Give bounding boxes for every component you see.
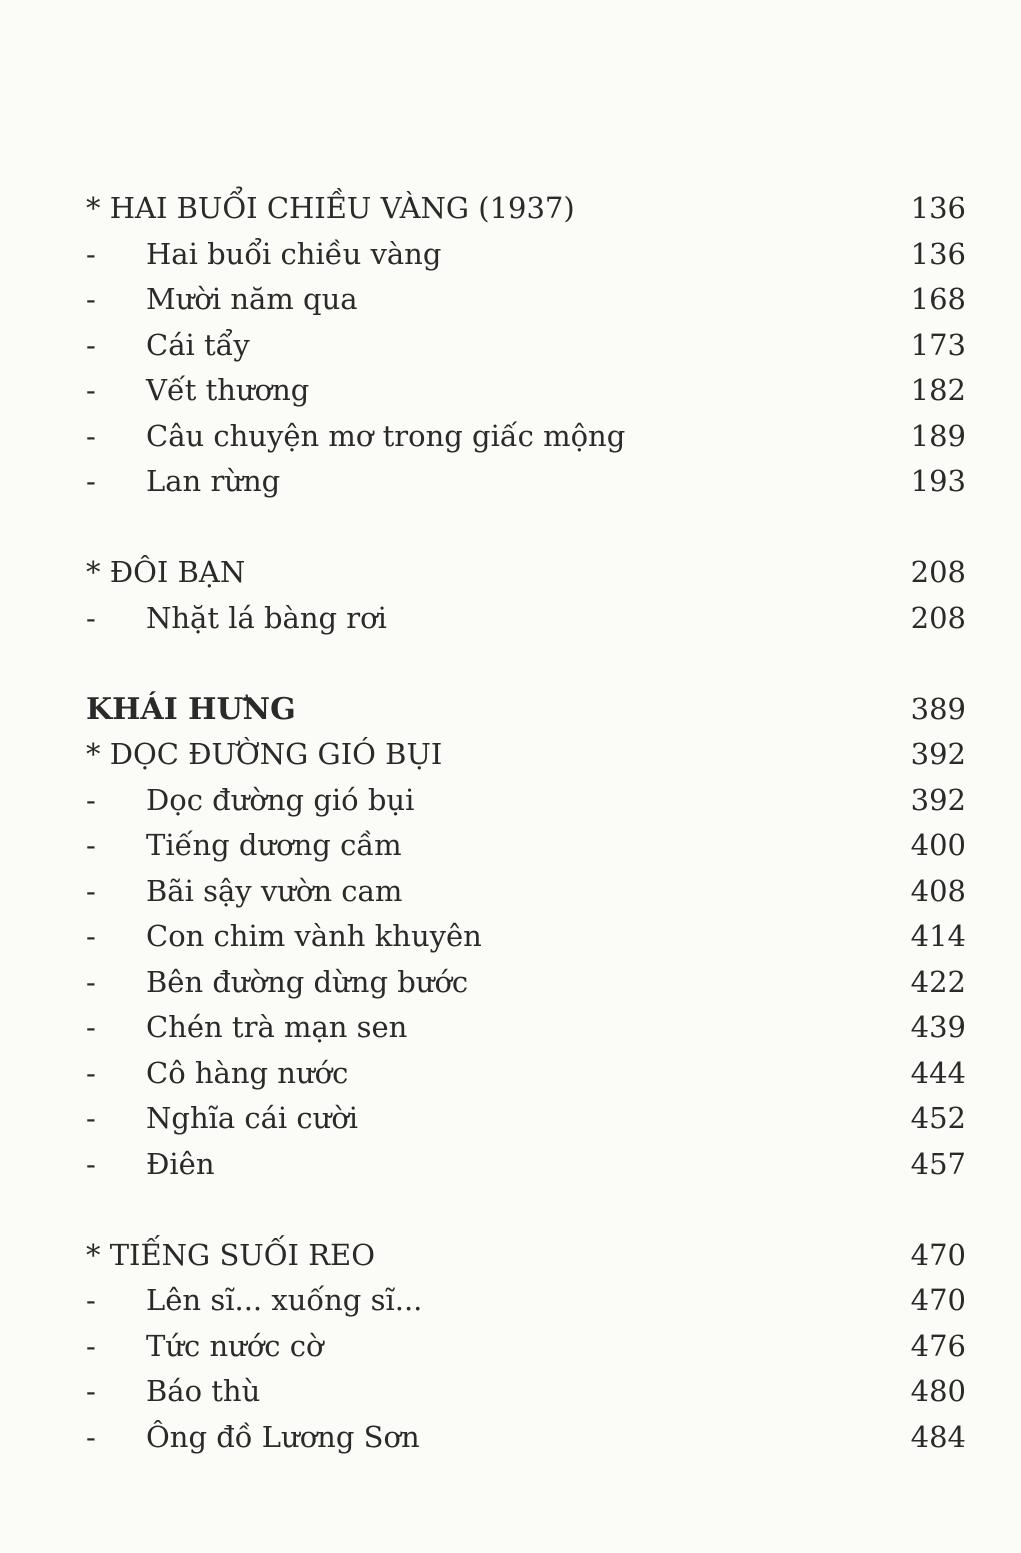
page-number: 193 [910,464,966,498]
toc-section-row [86,1233,966,1279]
toc-entry-title: Câu chuyện mơ trong giấc mộng [146,418,626,453]
page-number: 408 [910,873,966,908]
toc-entry-row [86,823,966,869]
toc-entry-title: Lên sĩ... xuống sĩ... [146,1283,423,1317]
toc-section-title: * HAI BUỔI CHIỀU VÀNG (1937) [86,191,575,225]
page-number: 400 [910,828,966,862]
entry-dash: - [86,782,96,817]
page-number: 182 [910,373,966,407]
toc-section-title: * DỌC ĐƯỜNG GIÓ BỤI [86,737,443,771]
page-number: 189 [910,418,966,453]
entry-dash: - [86,1055,96,1090]
toc-entry-title: Cái tẩy [146,327,250,362]
table-of-contents [86,186,966,1460]
toc-section-title: * ĐÔI BẠN [86,555,246,589]
toc-entry-row [86,1051,966,1097]
entry-dash: - [86,418,96,453]
page-number: 136 [910,191,966,225]
page-number: 392 [910,782,966,817]
page-number: 457 [910,1146,966,1181]
toc-entry-title: Báo thù [146,1374,261,1408]
page-number: 208 [910,600,966,635]
entry-dash: - [86,282,96,316]
page-number: 208 [910,555,966,589]
toc-entry-title: Bãi sậy vườn cam [146,873,403,908]
entry-dash: - [86,327,96,362]
entry-dash: - [86,464,96,498]
toc-entry-row [86,1096,966,1142]
toc-entry-row [86,459,966,505]
toc-entry-row [86,323,966,369]
toc-section-row [86,550,966,596]
toc-entry-row [86,1324,966,1370]
entry-dash: - [86,1374,96,1408]
toc-entry-title: Cô hàng nước [146,1055,349,1090]
page-number: 470 [910,1237,966,1272]
toc-entry-row [86,778,966,824]
toc-author-title: KHÁI HƯNG [86,691,296,727]
toc-entry-title: Hai buổi chiều vàng [146,236,442,271]
toc-entry-title: Nhặt lá bàng rơi [146,600,387,635]
page-number: 439 [910,1010,966,1044]
toc-entry-title: Lan rừng [146,464,281,498]
toc-entry-title: Mười năm qua [146,282,358,316]
toc-entry-title: Bên đường dừng bước [146,964,469,999]
page-number: 480 [910,1374,966,1408]
entry-dash: - [86,373,96,407]
toc-section-row [86,732,966,778]
page-number: 452 [910,1101,966,1135]
toc-entry-row [86,869,966,915]
entry-dash: - [86,1010,96,1044]
toc-entry-row [86,1415,966,1461]
toc-entry-row [86,596,966,642]
toc-entry-row [86,914,966,960]
toc-entry-row [86,1369,966,1415]
toc-entry-title: Ông đồ Lương Sơn [146,1419,420,1454]
toc-entry-row [86,1005,966,1051]
entry-dash: - [86,1328,96,1363]
toc-author-row [86,687,966,733]
page-number: 484 [910,1419,966,1454]
toc-entry-title: Nghĩa cái cười [146,1101,359,1135]
page-number: 392 [910,737,966,771]
entry-dash: - [86,1146,96,1181]
entry-dash: - [86,828,96,862]
group-spacer [86,641,966,687]
entry-dash: - [86,964,96,999]
entry-dash: - [86,919,96,953]
entry-dash: - [86,1101,96,1135]
toc-section-row [86,186,966,232]
entry-dash: - [86,1283,96,1317]
toc-entry-title: Tức nước cờ [146,1328,324,1363]
entry-dash: - [86,600,96,635]
page-number: 476 [910,1328,966,1363]
toc-entry-title: Chén trà mạn sen [146,1010,408,1044]
page-number: 168 [910,282,966,316]
toc-entry-row [86,277,966,323]
page-number: 389 [910,691,966,726]
group-spacer [86,505,966,551]
entry-dash: - [86,1419,96,1454]
page-number: 470 [910,1283,966,1317]
toc-entry-row [86,368,966,414]
toc-section-title: * TIẾNG SUỐI REO [86,1237,375,1272]
toc-entry-title: Dọc đường gió bụi [146,782,415,817]
page-number: 444 [910,1055,966,1090]
page-number: 136 [910,236,966,271]
toc-entry-row [86,1142,966,1188]
page-number: 422 [910,964,966,999]
toc-entry-row [86,232,966,278]
entry-dash: - [86,236,96,271]
page-number: 414 [910,919,966,953]
toc-entry-title: Con chim vành khuyên [146,919,482,953]
toc-entry-row [86,1278,966,1324]
toc-entry-row [86,414,966,460]
toc-entry-title: Điên [146,1146,215,1181]
page-number: 173 [910,327,966,362]
group-spacer [86,1187,966,1233]
toc-entry-title: Tiếng dương cầm [146,828,402,862]
toc-entry-row [86,960,966,1006]
entry-dash: - [86,873,96,908]
toc-entry-title: Vết thương [146,373,310,407]
